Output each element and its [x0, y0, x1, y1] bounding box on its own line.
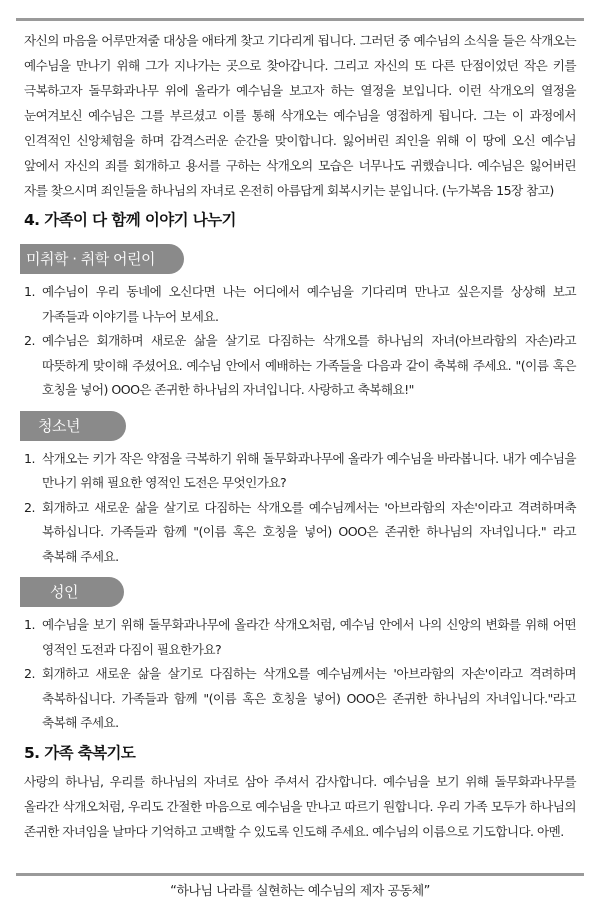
adults-question-list — [24, 613, 576, 736]
section-heading-family-prayer: 5. 가족 축복기도 — [24, 743, 136, 762]
section-heading-family-talk: 4. 가족이 다 함께 이야기 나누기 — [24, 211, 236, 229]
list-item — [24, 329, 576, 403]
group-label-adults: 성인 — [20, 577, 124, 607]
list-text: 회개하고 새로운 삶을 살기로 다짐하는 삭개오를 예수님께서는 '아브라함의 자손'이라고 격려하며축 복하십니다. 가족들과 함께 "(이름 혹은 호칭을 넣어) OOO은 존귀한 하나님의 자녀입니다." 라고 축복해 주세요. — [42, 499, 576, 564]
list-number: 2. — [24, 333, 35, 348]
list-text: 예수님이 우리 동네에 오신다면 나는 어디에서 예수님을 기다리며 만나고 싶은지를 상상해 보고 가족들과 이야기를 나누어 보세요. — [42, 284, 576, 324]
list-text: 예수님은 회개하며 새로운 삶을 살기로 다짐하는 삭개오를 하나님의 자녀(아브라함의 자손)라고 따뜻하게 맞이해 주셨어요. 예수님 안에서 예배하는 가족들을 다음과 같이 축복해 주세요. "(이름 혹은 호칭을 넣어) OOO은 존귀한 하나님의 자녀입니다. 사랑하고 축복해요!" — [42, 333, 576, 397]
list-text: 예수님을 보기 위해 돌무화과나무에 올라간 삭개오처럼, 예수님 안에서 나의 신앙의 변화를 위해 어떤 영적인 도전과 다짐이 필요한가요? — [42, 617, 576, 657]
list-item — [24, 280, 576, 329]
list-number: 1. — [24, 284, 35, 299]
list-item — [24, 613, 576, 662]
list-text: 삭개오는 키가 작은 약점을 극복하기 위해 돌무화과나무에 올라가 예수님을 바라봅니다. 내가 예수님을 만나기 위해 필요한 영적인 도전은 무엇인가요? — [42, 450, 576, 490]
list-number: 2. — [24, 499, 35, 515]
list-number: 2. — [24, 666, 35, 681]
list-number: 1. — [24, 617, 35, 632]
group-label-youth: 청소년 — [20, 411, 126, 441]
children-question-list — [24, 280, 576, 403]
list-item — [24, 447, 576, 496]
group-label-children: 미취학 · 취학 어린이 — [20, 244, 184, 274]
document-content — [24, 28, 576, 844]
footer-motto: “하나님 나라를 실현하는 예수님의 제자 공동체” — [170, 884, 430, 899]
prayer-paragraph: 사랑의 하나님, 우리를 하나님의 자녀로 삼아 주셔서 감사합니다. 예수님을 보기 위해 돌무화과나무를 올라간 삭개오처럼, 우리도 간절한 마음으로 예수님을 만나고 따르기 원합니다. 우리 가족 모두가 하나님의 존귀한 자녀임을 날마다 기억하고 고백할 수 있도록 인도해 주세요. 예수님의 이름으로 기도합니다. 아멘. — [24, 773, 576, 839]
youth-question-list — [24, 447, 576, 570]
list-text: 회개하고 새로운 삶을 살기로 다짐하는 삭개오를 예수님께서는 '아브라함의 자손'이라고 격려하며 축복하십니다. 가족들과 함께 "(이름 혹은 호칭을 넣어) OOO은 존귀한 하나님의 자녀입니다."라고 축복해 주세요. — [42, 666, 576, 730]
list-item — [24, 496, 576, 570]
list-number: 1. — [24, 450, 35, 466]
list-item — [24, 662, 576, 736]
intro-paragraph: 자신의 마음을 어루만져줄 대상을 애타게 찾고 기다리게 됩니다. 그러던 중 예수님의 소식을 들은 삭개오는 예수님을 만나기 위해 그가 지나가는 곳으로 찾아갑니다. 그리고 자신의 또 다른 단점이었던 작은 키를 극복하고자 돌무화과나무 위에 올라가 예수님을 보고자 하는 열정을 보입니다. 이런 삭개오의 열정을 눈여겨보신 예수님은 그를 부르셨고 이를 통해 삭개오는 예수님을 영접하게 됩니다. 그는 이 과정에서 인격적인 신앙체험을 하며 감격스러운 순간을 맞이합니다. 잃어버린 죄인을 위해 이 땅에 오신 예수님 앞에서 자신의 죄를 회개하고 용서를 구하는 삭개오의 모습은 너무나도 귀했습니다. 예수님은 잃어버린 자를 찾으시며 죄인들을 하나님의 자녀로 온전히 아름답게 회복시키는 분입니다. (누가복음 15장 참고) — [24, 33, 576, 198]
